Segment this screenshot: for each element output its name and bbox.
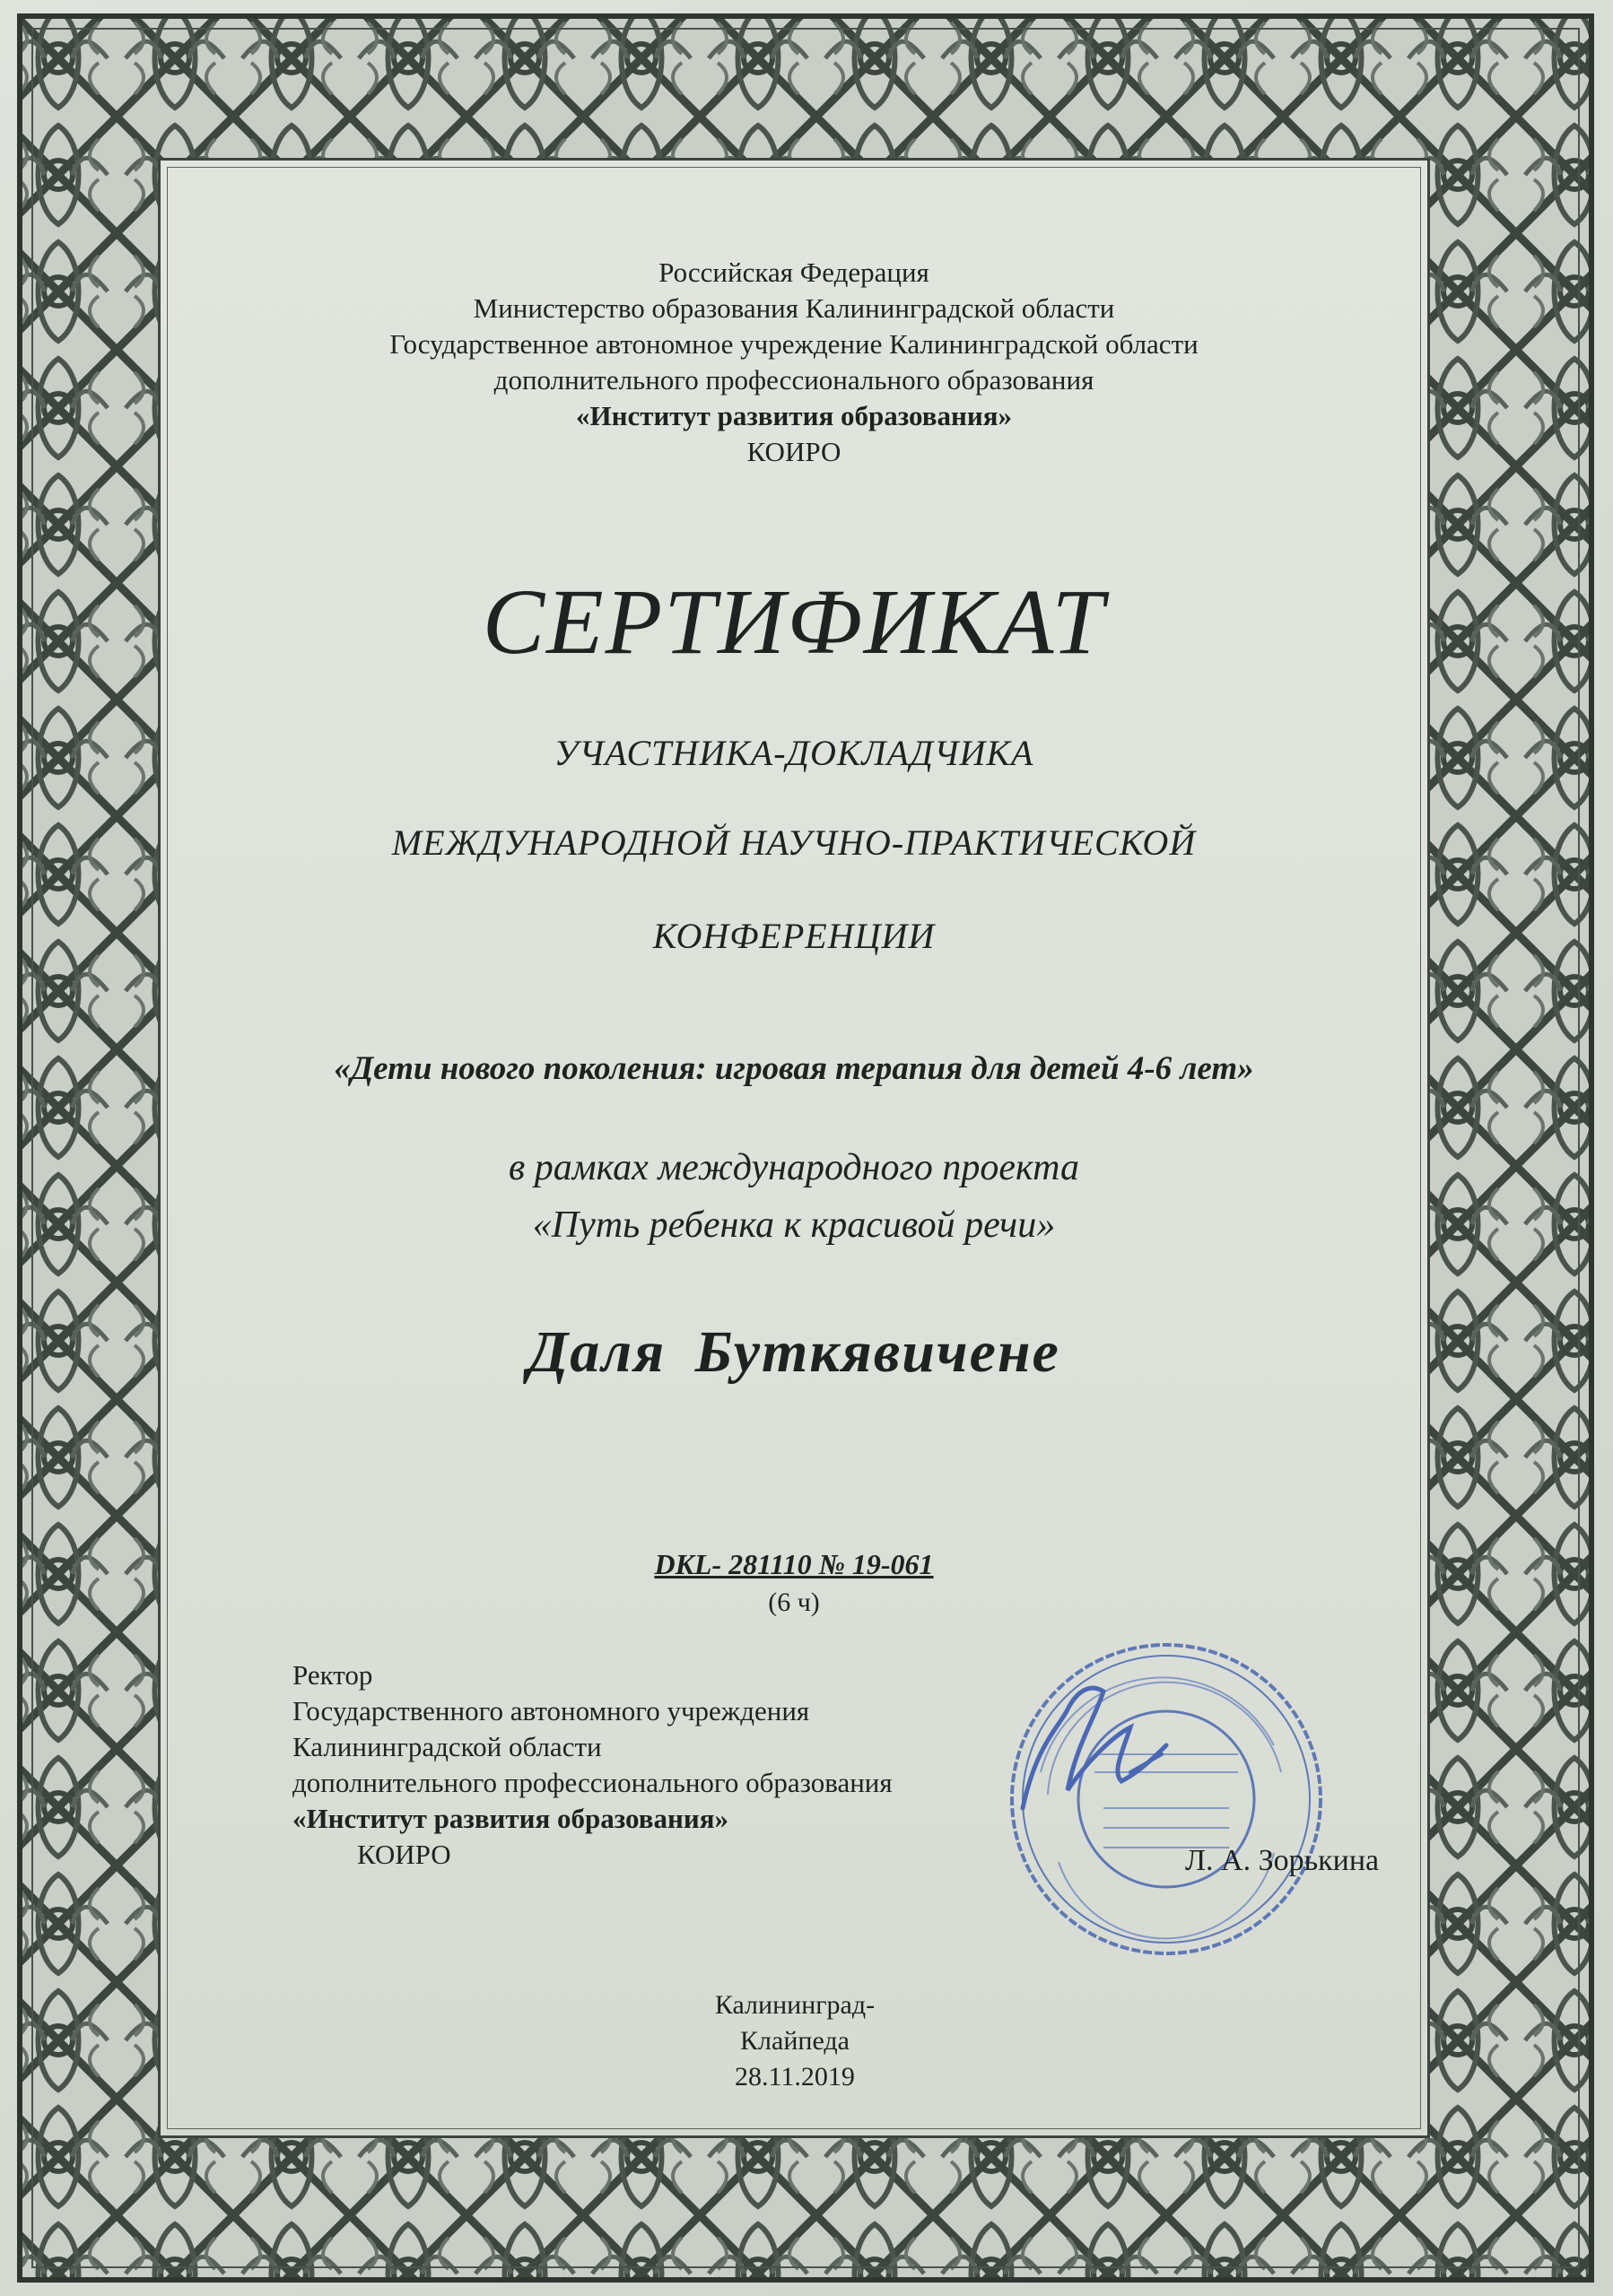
rector-institute-name: «Институт развития образования» <box>292 1803 729 1834</box>
issue-place: Калининград-Клайпеда <box>714 1990 876 2056</box>
rector-abbreviation: КОИРО <box>357 1839 451 1870</box>
rector-title: Ректор <box>292 1659 373 1691</box>
certificate-hours: (6 ч) <box>768 1587 820 1617</box>
certificate-subtitle-participant: УЧАСТНИКА-ДОКЛАДЧИКА <box>554 733 1034 773</box>
header-education-type: дополнительного профессионального образования <box>493 364 1094 396</box>
conference-topic: «Дети нового поколения: игровая терапия для детей 4-6 лет» <box>334 1050 1254 1087</box>
rector-institution: Государственного автономного учреждения <box>292 1695 810 1726</box>
header-institution: Государственное автономное учреждение Калининградской области <box>389 328 1199 360</box>
header-block <box>158 255 1430 470</box>
header-country: Российская Федерация <box>658 257 929 288</box>
certificate-panel <box>158 158 1430 2138</box>
project-name: «Путь ребенка к красивой речи» <box>532 1205 1056 1246</box>
rector-block <box>292 1657 893 1873</box>
issue-date: 28.11.2019 <box>735 2062 855 2092</box>
certificate-code: DKL- 281110 № 19-061 <box>654 1548 934 1580</box>
certificate-title: СЕРТИФИКАТ <box>482 570 1106 674</box>
header-ministry: Министерство образования Калининградской области <box>473 292 1115 324</box>
header-institute-name: «Институт развития образования» <box>575 400 1012 431</box>
rector-region: Калининградской области <box>292 1731 602 1762</box>
place-date-block <box>660 1987 929 2095</box>
signer-name: Л. А. Зорькина <box>1185 1844 1380 1877</box>
official-stamp <box>1005 1638 1328 1961</box>
recipient-name: Даля Буткявичене <box>527 1319 1060 1385</box>
certificate-subtitle-conference: КОНФЕРЕНЦИИ <box>652 916 936 956</box>
rector-education-type: дополнительного профессионального образования <box>292 1767 893 1798</box>
project-line-1: в рамках международного проекта <box>509 1147 1079 1188</box>
header-abbreviation: КОИРО <box>746 436 841 467</box>
certificate-subtitle-conference-type: МЕЖДУНАРОДНОЙ НАУЧНО-ПРАКТИЧЕСКОЙ <box>391 822 1197 863</box>
